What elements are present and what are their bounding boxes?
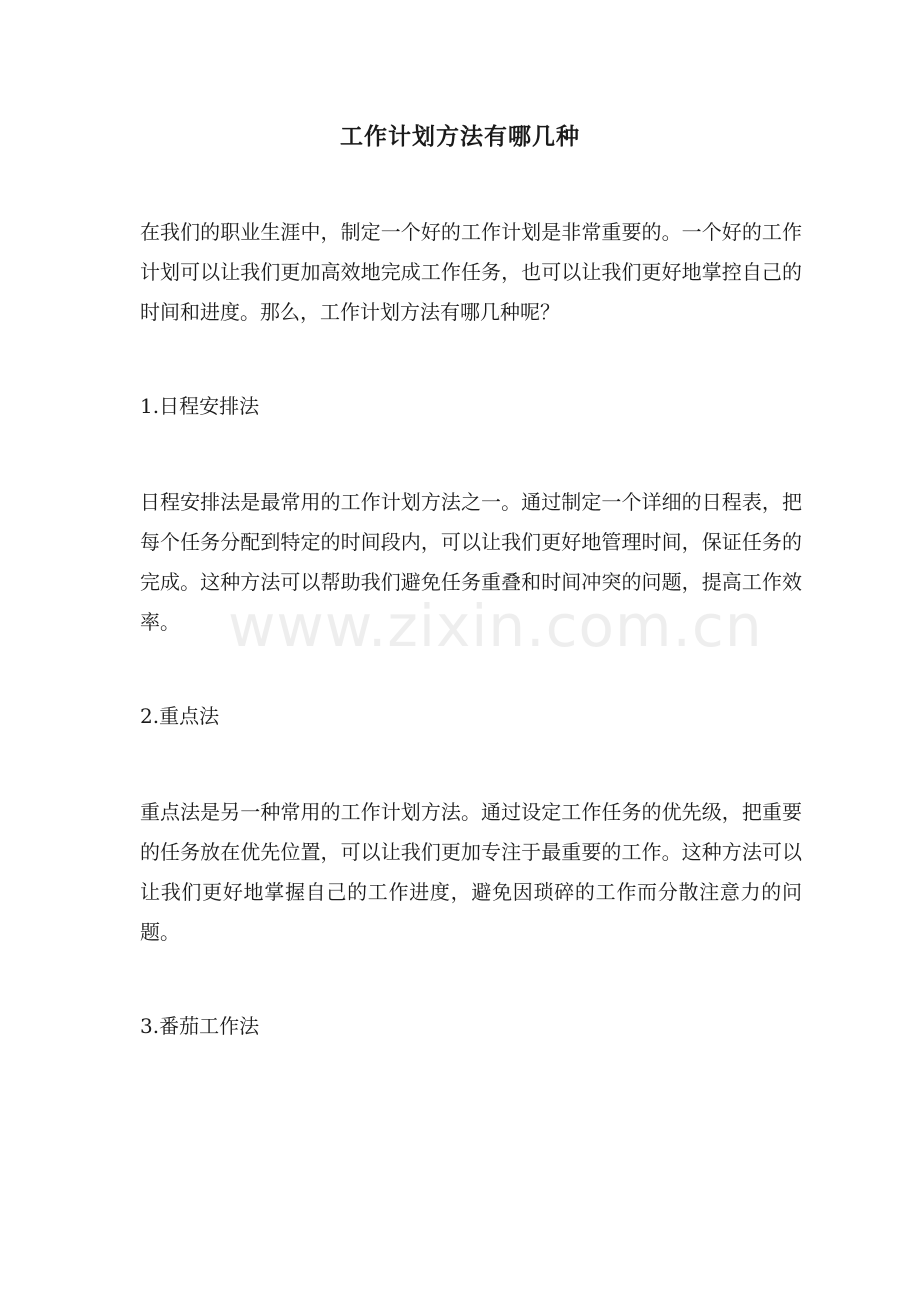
section-body-schedule: 日程安排法是最常用的工作计划方法之一。通过制定一个详细的日程表，把每个任务分配到特定的时间段内，可以让我们更好地管理时间，保证任务的完成。这种方法可以帮助我们避免任务重叠和时间冲突的问题，提高工作效率。 — [140, 490, 802, 634]
intro-paragraph: 在我们的职业生涯中，制定一个好的工作计划是非常重要的。一个好的工作计划可以让我们更加高效地完成工作任务，也可以让我们更好地掌控自己的时间和进度。那么，工作计划方法有哪几种呢？ — [140, 220, 802, 324]
document-title: 工作计划方法有哪几种 — [340, 123, 580, 150]
spacer — [140, 426, 802, 482]
section-body-priority: 重点法是另一种常用的工作计划方法。通过设定工作任务的优先级，把重要的任务放在优先位置，可以让我们更加专注于最重要的工作。这种方法可以让我们更好地掌握自己的工作进度，避免因琐碎的工作而分散注意力的问题。 — [140, 800, 802, 944]
spacer — [140, 332, 802, 386]
spacer — [140, 952, 802, 1006]
section-heading-schedule: 1.日程安排法 — [140, 394, 260, 418]
section-heading-priority: 2.重点法 — [140, 704, 220, 728]
document-body — [140, 212, 802, 1046]
watermark: www.zixin.com.cn — [228, 592, 763, 660]
spacer — [140, 642, 802, 696]
spacer — [140, 736, 802, 792]
section-heading-pomodoro: 3.番茄工作法 — [140, 1014, 260, 1038]
